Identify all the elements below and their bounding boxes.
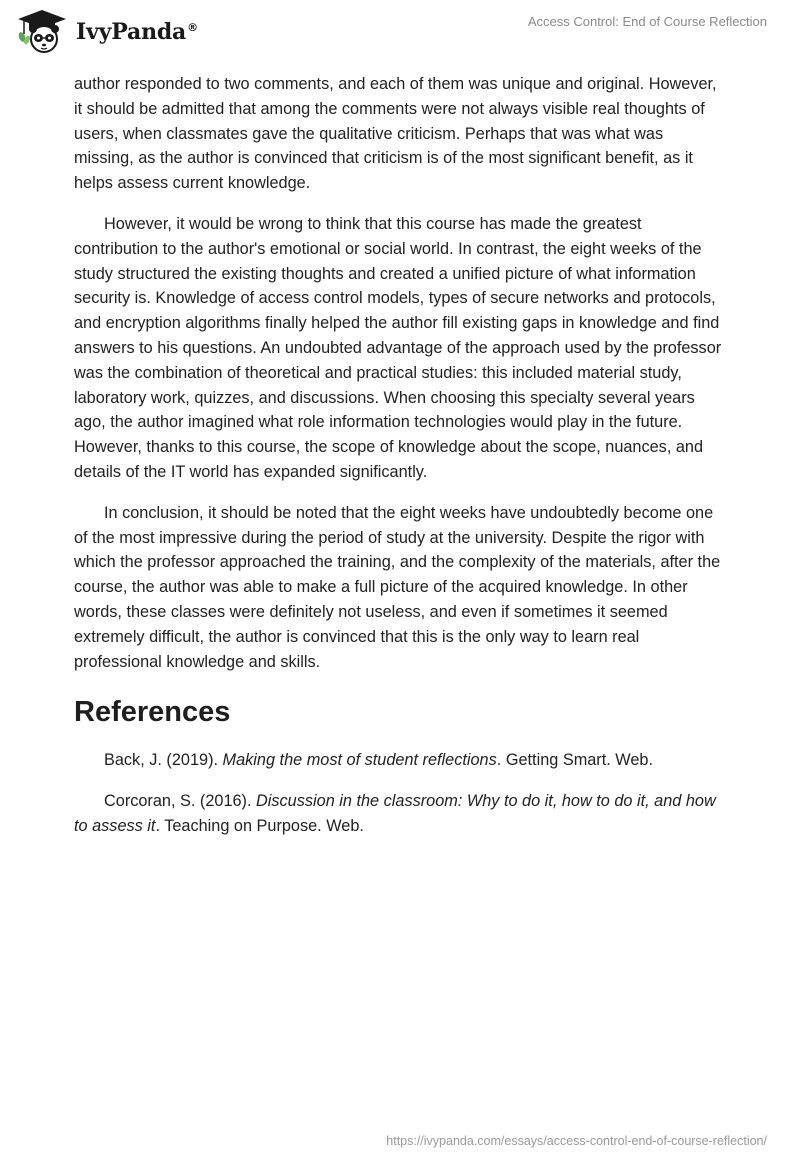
logo-wordmark-text: IvyPanda <box>76 19 187 45</box>
references-heading: References <box>74 696 231 729</box>
panda-graduate-logo-icon <box>14 8 70 56</box>
logo-wordmark <box>76 19 198 45</box>
reference-entry <box>74 748 726 773</box>
reference-entry <box>74 789 726 839</box>
reference-author-year: Corcoran, S. (2016). <box>104 792 257 811</box>
document-title: Access Control: End of Course Reflection <box>527 14 767 29</box>
body-paragraph: In conclusion, it should be noted that the eight weeks have undoubtedly become one of the most impressive during the period of study at the university. Despite the rigor with which the professor approached the training, and the complexity of the materials, after the course, the author was able to make a full picture of the acquired knowledge. In other words, these classes were definitely not useless, and even if sometimes it seemed extremely difficult, the author is convinced that this is the only way to learn real professional knowledge and skills. <box>74 503 721 671</box>
reference-author-year: Back, J. (2019). <box>104 751 223 770</box>
body-paragraph: However, it would be wrong to think that this course has made the greatest contribution to the author's emotional or social world. In contrast, the eight weeks of the study structured the existing thoughts and created a unified picture of what information security is. Knowledge of access control models, types of secure networks and protocols, and encryption algorithms finally helped the author fill existing gaps in knowledge and find answers to his questions. An undoubted advantage of the approach used by the professor was the combination of theoretical and practical studies: this included material study, laboratory work, quizzes, and discussions. When choosing this specialty several years ago, the author imagined what role information technologies would play in the future. However, thanks to this course, the scope of knowledge about the scope, nuances, and details of the IT world has expanded significantly. <box>74 214 722 481</box>
registered-mark: ® <box>187 20 198 34</box>
essay-content <box>74 72 726 855</box>
reference-title: Discussion in the classroom: Why to do it, how to do it, and how to assess it <box>74 792 716 835</box>
reference-title: Making the most of student reflections <box>222 751 497 770</box>
page-header <box>0 0 800 60</box>
reference-source: . Getting Smart. Web. <box>496 751 654 770</box>
footer-source-url[interactable]: https://ivypanda.com/essays/access-control-end-of-course-reflection/ <box>386 1134 767 1148</box>
reference-source: . Teaching on Purpose. Web. <box>155 816 364 835</box>
ivypanda-logo[interactable] <box>14 8 198 56</box>
body-paragraph: author responded to two comments, and each of them was unique and original. However, it should be admitted that among the comments were not always visible real thoughts of users, when classmates gave the qualitative criticism. Perhaps that was what was missing, as the author is convinced that criticism is of the most significant benefit, as it helps assess current knowledge. <box>74 75 717 193</box>
